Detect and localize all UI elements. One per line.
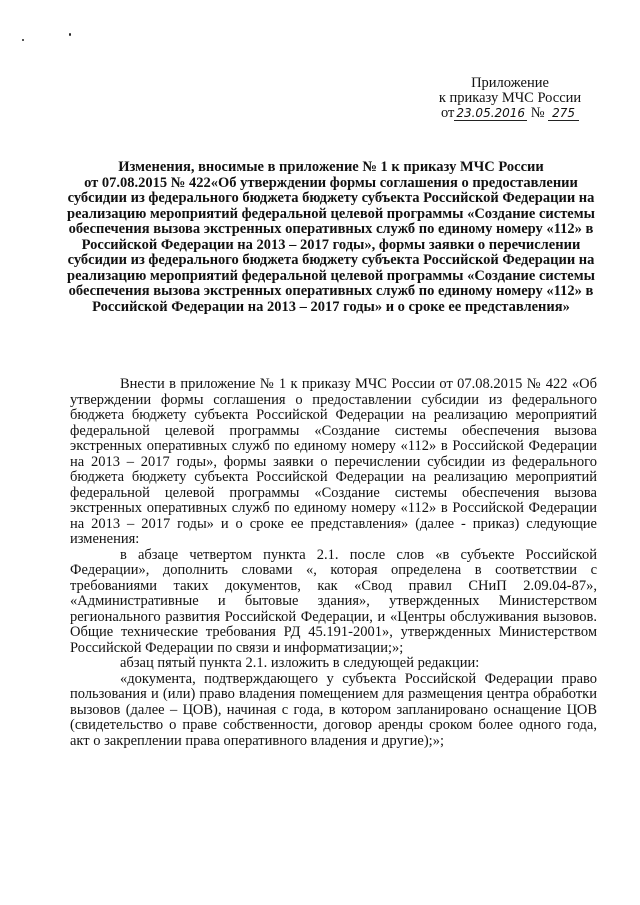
appendix-header (410, 76, 610, 121)
scan-speck (22, 39, 24, 41)
order-date-number (410, 106, 610, 121)
handwritten-date: 23.05.2016 (456, 106, 526, 120)
number-prefix: № (530, 105, 545, 121)
date-prefix: от (440, 105, 455, 121)
paragraph-amendment-1: в абзаце четвертом пункта 2.1. после слов «в субъекте Российской Федерации», дополнить словами «, которая определена в соответствии с требованиями таких документов, как «Свод правил СНиП 2.09.04-87», «Административные и бытовые здания», утвержденных Министерством регионального развития Российской Федерации, и «Центры обслуживания вызовов. Общие технические требования РД 45.191-2001», утвержденных Министерством Российской Федерации по связи и информатизации;»; (70, 546, 597, 656)
order-reference: к приказу МЧС России (438, 90, 582, 106)
scan-speck (69, 33, 71, 36)
handwritten-number: 275 (548, 106, 579, 121)
title-rest: от 07.08.2015 № 422«Об утверждении формы соглашения о предоставлении субсидии из федерального бюджета бюджету субъекта Российской Федерации на реализацию мероприятий федеральной целевой программы «Создание системы обеспечения вызова экстренных оперативных служб по единому номеру «112» в Российской Федерации на 2013 – 2017 годы», формы заявки о перечислении субсидии из федерального бюджета бюджету субъекта Российской Федерации на реализацию мероприятий федеральной целевой программы «Создание системы обеспечения вызова экстренных оперативных служб по единому номеру «112» в Российской Федерации на 2013 – 2017 годы» и о сроке ее представления» (67, 174, 595, 315)
title-line-1: Изменения, вносимые в приложение № 1 к приказу МЧС России (118, 159, 544, 175)
paragraph-amendment-2-text: «документа, подтверждающего у субъекта Российской Федерации право пользования и (или) право владения помещением для размещения центра обработки вызовов (далее – ЦОВ), начиная с года, в котором запланировано оснащение ЦОВ (свидетельство о праве собственности, договор аренды сроком более одного года, акт о закреплении права оперативного владения и другие);»; (70, 670, 597, 749)
paragraph-intro: Внести в приложение № 1 к приказу МЧС России от 07.08.2015 № 422 «Об утверждении формы соглашения о предоставлении субсидии из федерального бюджета бюджету субъекта Российской Федерации на реализацию мероприятий федеральной целевой программы «Создание системы обеспечения вызова экстренных оперативных служб по единому номеру «112» в Российской Федерации на 2013 – 2017 годы», формы заявки о перечислении субсидии из федерального бюджета бюджету субъекта Российской Федерации на реализацию мероприятий федеральной целевой программы «Создание системы обеспечения вызова экстренных оперативных служб по единому номеру «112» в Российской Федерации на 2013 – 2017 годы» и о сроке ее представления» (далее - приказ) следующие изменения: (70, 376, 597, 547)
document-body (70, 377, 597, 749)
paragraph-amendment-2: абзац пятый пункта 2.1. изложить в следующей редакции: (120, 655, 480, 671)
document-title (66, 160, 596, 315)
appendix-label: Приложение (471, 75, 549, 91)
